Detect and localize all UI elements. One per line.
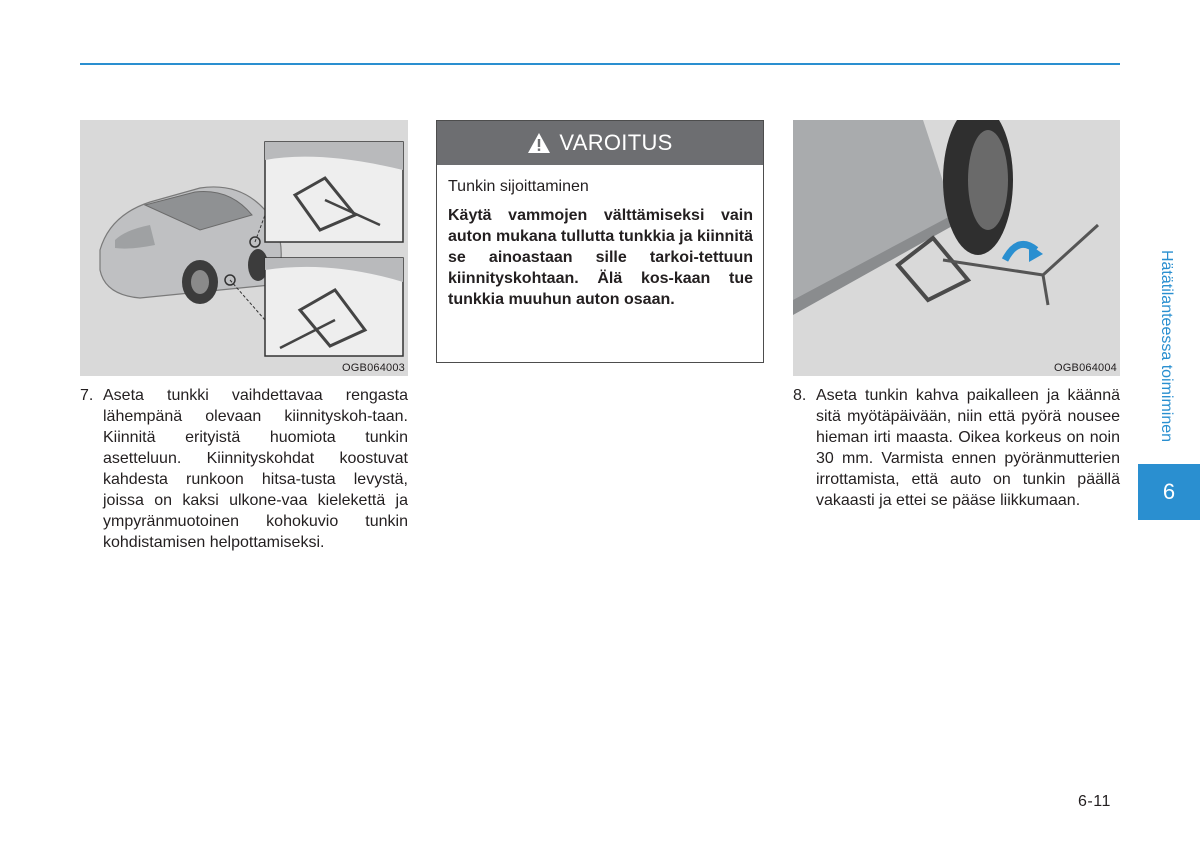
step-number: 7.: [80, 387, 94, 404]
figure-jack-handle: [793, 120, 1120, 376]
step-7: [80, 385, 408, 553]
step-text: Aseta tunkki vaihdettavaa rengasta lähempänä olevaan kiinnityskoh-taan. Kiinnitä erityistä huomiota tunkin asetteluun. Kiinnityskohdat koostuvat kahdesta runkoon hitsa-tusta levystä, joissa on kaksi ulkone-vaa kielekettä ja ympyränmuotoinen kohokuvio tunkin kohdistamisen helpottamiseksi.: [103, 387, 408, 551]
step-number: 8.: [793, 387, 807, 404]
figure-code: OGB064003: [342, 362, 405, 374]
header-rule: [80, 63, 1120, 65]
warning-triangle-icon: [527, 132, 551, 154]
page-number: 6-11: [1078, 793, 1111, 810]
step-8: [793, 385, 1120, 511]
step-text: Aseta tunkin kahva paikalleen ja käännä sitä myötäpäivään, niin että pyörä nousee hieman irti maasta. Oikea korkeus on noin 30 mm. Varmista ennen pyöränmutterien irrottamista, että auto on tunkin päällä vakaasti ja ettei se pääse liikkumaan.: [816, 387, 1120, 509]
section-title-text: Hätätilanteessa toimiminen: [1158, 249, 1175, 443]
jack-handle-illustration: [793, 120, 1120, 376]
warning-body: Käytä vammojen välttämiseksi vain auton mukana tullutta tunkkia ja kiinnitä se ainoastaan sille tarkoi-tettuun kiinnityskohtaan. Älä kos-kaan tue tunkkia muuhun auton osaan.: [448, 207, 753, 308]
chapter-number: 6: [1162, 479, 1176, 504]
warning-subtitle: Tunkin sijoittaminen: [448, 178, 589, 195]
car-jack-points-illustration: [80, 120, 408, 376]
figure-car-jack-points: [80, 120, 408, 376]
chapter-tab: [1138, 464, 1200, 520]
section-side-title: [1153, 236, 1179, 456]
warning-box: [436, 120, 764, 363]
warning-header: [437, 121, 763, 165]
figure-code: OGB064004: [1054, 362, 1117, 374]
warning-title: VAROITUS: [559, 130, 673, 155]
